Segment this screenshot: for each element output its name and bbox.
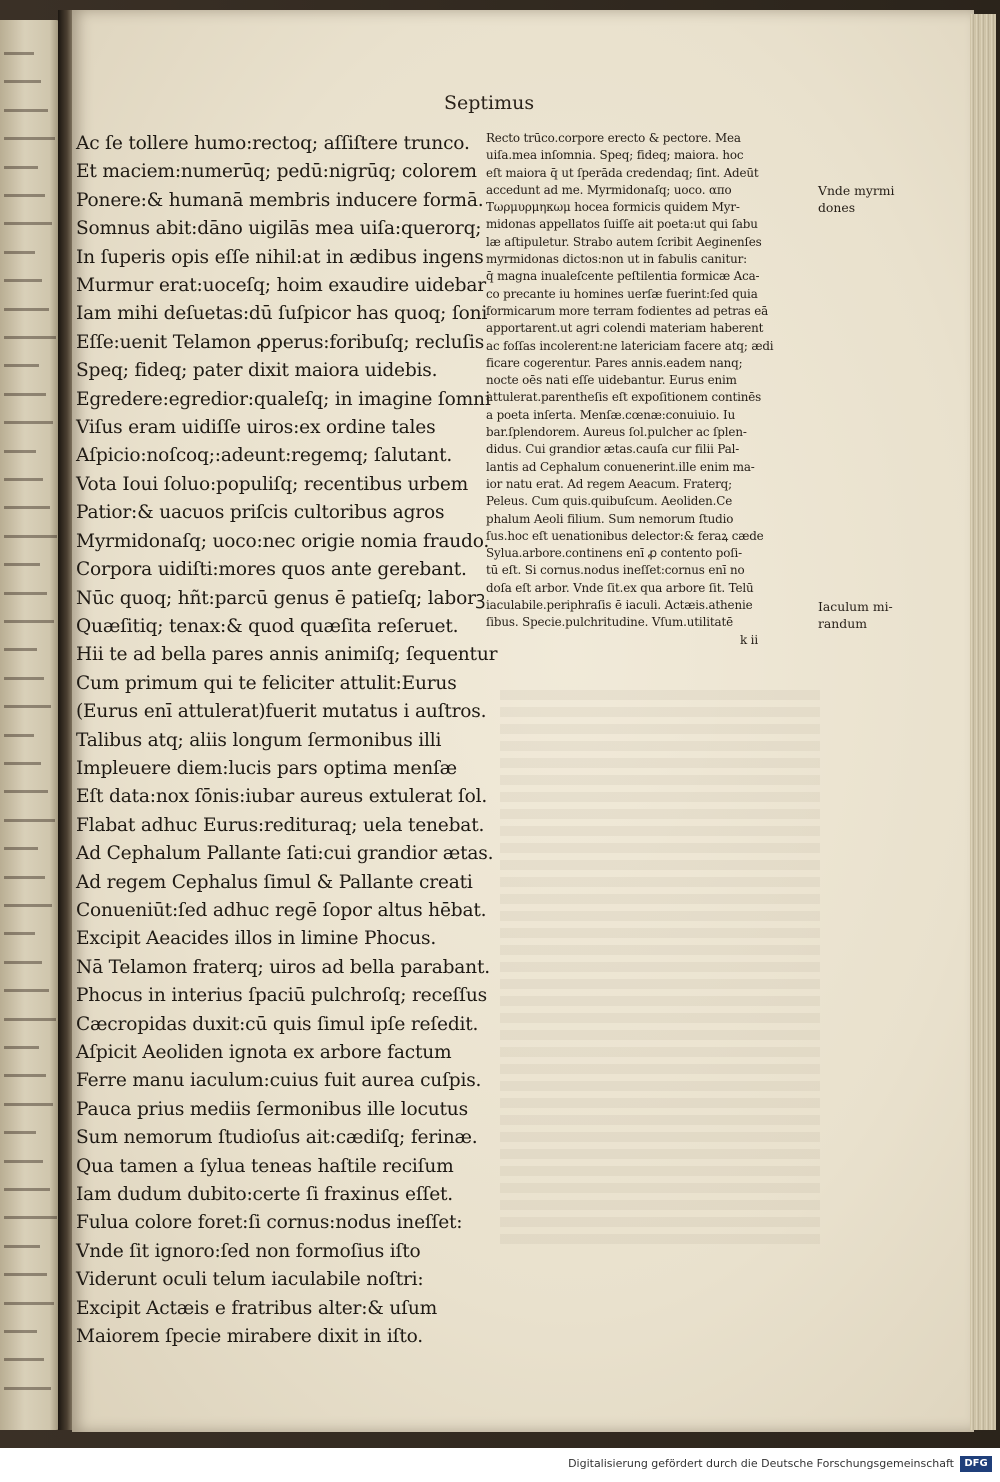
commentary-line: Recto trūco.corpore erecto & pectore. Mea: [486, 131, 741, 145]
left-page-line-fragment: [4, 734, 34, 737]
left-page-line-fragment: [4, 819, 55, 822]
left-page-line-fragment: [4, 393, 46, 396]
verse-line: Cæcropidas duxit:cū quis ſimul ipſe reſedit.: [76, 1013, 479, 1035]
left-page-line-fragment: [4, 80, 41, 83]
left-page-line-fragment: [4, 904, 52, 907]
commentary-line: a poeta inſerta. Menſæ.cœnæ:conuiuio. Iu: [486, 407, 736, 422]
left-page-line-fragment: [4, 1245, 40, 1248]
left-page-line-fragment: [4, 847, 38, 850]
commentary-line: apportarent.ut agri colendi materiam haberent: [486, 321, 764, 336]
verse-line: Phocus in interius ſpaciū pulchroſq; receſſus: [76, 985, 487, 1007]
verse-line: Vota Ioui ſoluo:populiſq; recentibus urbem: [76, 473, 469, 495]
verse-line: Sum nemorum ſtudioſus ait:cædiſq; ferinæ.: [76, 1127, 478, 1149]
commentary-line: Peleus. Cum quis.quibuſcum. Aeoliden.Ce: [486, 494, 733, 509]
footer-bar: [0, 1448, 1000, 1482]
left-page-line-fragment: [4, 1188, 50, 1191]
verse-line: Nūc quoq; hñt:parcū genus ē patieſq; laborꝫ: [76, 587, 486, 609]
verse-line: Impleuere diem:lucis pars optima menſæ: [76, 757, 457, 779]
commentary-column: [486, 130, 812, 649]
left-page-line-fragment: [4, 1160, 43, 1163]
commentary-line: læ aſtipuletur. Strabo autem ſcribit Aeginenſes: [486, 234, 762, 249]
running-head: Septimus: [444, 92, 535, 114]
verse-line: Ac ſe tollere humo:rectoq; aſſiſtere trunco.: [76, 133, 470, 154]
left-page-line-fragment: [4, 52, 34, 55]
left-page-line-fragment: [4, 166, 38, 169]
funding-credit: Digitalisierung gefördert durch die Deutsche Forschungsgemeinschaft: [568, 1457, 954, 1470]
commentary-line: ſus.hoc eſt uenationibus delector:& feraꝝ cæde: [486, 528, 764, 543]
left-page-line-fragment: [4, 506, 50, 509]
verse-line: Quæſitiq; tenax:& quod quæſita reſeruet.: [76, 615, 459, 637]
commentary-line: ficare cogerentur. Pares annis.eadem nanq;: [486, 355, 743, 370]
left-page-line-fragment: [4, 364, 39, 367]
left-page-line-fragment: [4, 251, 35, 254]
verse-line: Eſſe:uenit Telamon ꝓperus:foribuſq; recluſis: [76, 331, 485, 353]
show-through-text: [500, 690, 820, 1250]
gloss-line: randum: [818, 616, 867, 631]
verse-line: Ad regem Cephalus ſimul & Pallante creati: [76, 871, 473, 893]
verse-line: Fulua colore foret:ſi cornus:nodus ineſſet:: [76, 1212, 463, 1234]
left-page-line-fragment: [4, 1273, 47, 1276]
commentary-line: co precante iu homines uerſæ fuerint:ſed quia: [486, 286, 758, 301]
left-page-line-fragment: [4, 336, 56, 339]
left-page-line-fragment: [4, 194, 45, 197]
left-page-line-fragment: [4, 762, 41, 765]
verse-line: Cum primum qui te feliciter attulit:Eurus: [76, 672, 457, 694]
verse-line: Conueniūt:ſed adhuc regē ſopor altus hēbat.: [76, 899, 487, 921]
commentary-line: uiſa.mea inſomnia. Speq; fideq; maiora. hoc: [486, 148, 744, 163]
commentary-line: lantis ad Cephalum conuenerint.ille enim ma-: [486, 459, 755, 474]
commentary-line: Sylua.arbore.continens enī ꝓ contento poſi-: [486, 546, 743, 561]
verse-line: In ſuperis opis eſſe nihil:at in ædibus ingens: [76, 246, 484, 268]
marginal-gloss-iaculum: [818, 598, 893, 632]
verse-line: Vnde ſit ignoro:ſed non formoſius iſto: [76, 1240, 421, 1262]
commentary-line: midonas appellatos ſuiſſe ait poeta:ut qui ſabu: [486, 217, 758, 232]
commentary-line: nocte oēs nati eſſe uidebantur. Eurus enim: [486, 373, 737, 388]
verse-line: Ferre manu iaculum:cuius fuit aurea cuſpis.: [76, 1070, 482, 1092]
left-page-line-fragment: [4, 1387, 51, 1390]
gloss-line: Iaculum mi-: [818, 599, 893, 614]
verse-line: Pauca prius mediis ſermonibus ille locutus: [76, 1098, 468, 1120]
left-page-line-fragment: [4, 563, 40, 566]
verse-line: Murmur erat:uoceſq; hoim exaudire uidebar: [76, 275, 486, 297]
left-page-line-fragment: [4, 137, 55, 140]
signature-mark: k ii: [740, 632, 758, 647]
left-page-fragment: [0, 20, 62, 1430]
verse-line: Excipit Aeacides illos in limine Phocus.: [76, 928, 437, 950]
left-page-line-fragment: [4, 478, 43, 481]
verse-line: Viſus eram uidiſſe uiros:ex ordine tales: [76, 417, 436, 439]
left-page-line-fragment: [4, 705, 51, 708]
commentary-line: tū eſt. Si cornus.nodus ineſſet:cornus enī no: [486, 563, 745, 578]
left-page-line-fragment: [4, 421, 53, 424]
left-page-line-fragment: [4, 876, 45, 879]
left-page-line-fragment: [4, 790, 48, 793]
verse-column: [76, 130, 498, 1351]
verse-line: Talibus atq; aliis longum ſermonibus illi: [76, 729, 442, 751]
left-page-line-fragment: [4, 222, 52, 225]
left-page-line-fragment: [4, 1330, 37, 1333]
marginal-gloss-myrmidones: [818, 182, 895, 216]
verse-line: Myrmidonaſq; uoco:nec origie nomia fraudo.: [76, 530, 490, 552]
left-page-line-fragment: [4, 648, 37, 651]
left-page-line-fragment: [4, 989, 49, 992]
verse-line: Ad Cephalum Pallante ſati:cui grandior ætas.: [76, 843, 494, 865]
left-page-line-fragment: [4, 1103, 53, 1106]
verse-line: Viderunt oculi telum iaculabile noſtri:: [76, 1269, 424, 1291]
left-page-line-fragment: [4, 592, 47, 595]
verse-line: Somnus abit:dāno uigilās mea uiſa:querorq;: [76, 218, 482, 240]
left-page-line-fragment: [4, 961, 42, 964]
commentary-line: Τωρμυρμηκωμ hocea formicis quidem Myr-: [486, 200, 740, 215]
left-page-line-fragment: [4, 932, 35, 935]
verse-line: Aſpicio:noſcoq;:adeunt:regemq; ſalutant.: [76, 445, 453, 467]
page-edges: [970, 14, 996, 1430]
left-page-line-fragment: [4, 279, 42, 282]
commentary-line: attulerat.parentheſis eſt expoſitionem continēs: [486, 390, 762, 405]
verse-line: Speq; fideq; pater dixit maiora uidebis.: [76, 360, 438, 382]
commentary-line: iaculabile.periphraſis ē iaculi. Actæis.athenie: [486, 598, 753, 613]
verse-line: Flabat adhuc Eurus:redituraq; uela tenebat.: [76, 814, 485, 836]
commentary-line: accedunt ad me. Myrmidonaſq; uoco. απο: [486, 182, 732, 197]
verse-line: Iam dudum dubito:certe ſi fraxinus eſſet.: [76, 1184, 454, 1206]
commentary-line: q̄ magna inualeſcente peſtilentia formicæ Aca-: [486, 269, 760, 284]
left-page-line-fragment: [4, 450, 36, 453]
verse-line: Excipit Actæis e fratribus alter:& uſum: [76, 1297, 438, 1319]
verse-line: (Eurus enī attulerat)fuerit mutatus i auſtros.: [76, 701, 487, 723]
commentary-line: ac foſſas incolerent:ne latericiam facere atq; ædi: [486, 338, 774, 353]
left-page-line-fragment: [4, 535, 57, 538]
commentary-line: didus. Cui grandior ætas.cauſa cur filii Pal-: [486, 442, 740, 457]
commentary-line: doſa eſt arbor. Vnde ſit.ex qua arbore ſit. Telū: [486, 580, 754, 595]
left-page-line-fragment: [4, 1046, 39, 1049]
verse-line: Qua tamen a ſylua teneas haſtile reciſum: [76, 1155, 454, 1177]
gloss-line: dones: [818, 200, 856, 215]
gloss-line: Vnde myrmi: [818, 183, 895, 198]
commentary-line: formicarum more terram fodientes ad petras eā: [486, 303, 769, 318]
verse-line: Nā Telamon fraterq; uiros ad bella parabant.: [76, 956, 490, 978]
commentary-line: bar.ſplendorem. Aureus ſol.pulcher ac ſplen-: [486, 425, 747, 440]
commentary-line: ior natu erat. Ad regem Aeacum. Fraterq;: [486, 476, 732, 491]
verse-line: Patior:& uacuos priſcis cultoribus agros: [76, 502, 445, 524]
verse-line: Eſt data:nox ſōnis:iubar aureus extulerat ſol.: [76, 786, 488, 808]
left-page-line-fragment: [4, 1302, 54, 1305]
verse-line: Iam mihi deſuetas:dū ſuſpicor has quoq; ſoni: [76, 303, 488, 325]
left-page-line-fragment: [4, 109, 48, 112]
verse-line: Ponere:& humanā membris inducere formā.: [76, 189, 484, 211]
left-page-line-fragment: [4, 1131, 36, 1134]
commentary-line: phalum Aeoli filium. Sum nemorum ſtudio: [486, 511, 734, 526]
verse-line: Et maciem:numerūq; pedū:nigrūq; colorem: [76, 161, 477, 183]
left-page-line-fragment: [4, 1018, 56, 1021]
left-page-line-fragment: [4, 1216, 57, 1219]
verse-line: Hii te ad bella pares annis animiſq; ſequentur: [76, 644, 498, 666]
commentary-line: eſt maiora q̄ ut ſperāda credendaq; ſint. Adeūt: [486, 165, 759, 180]
commentary-line: ſibus. Specie.pulchritudine. Vſum.utilitatē: [486, 615, 733, 630]
dfg-logo-icon: DFG: [960, 1456, 992, 1472]
left-page-line-fragment: [4, 677, 44, 680]
left-page-line-fragment: [4, 620, 54, 623]
left-page-line-fragment: [4, 308, 49, 311]
verse-line: Egredere:egredior:qualeſq; in imagine ſomni: [76, 388, 491, 410]
commentary-line: myrmidonas dictos:non ut in fabulis canitur:: [486, 252, 747, 267]
verse-line: Maiorem ſpecie mirabere dixit in iſto.: [76, 1326, 423, 1348]
left-page-line-fragment: [4, 1358, 44, 1361]
left-page-line-fragment: [4, 1074, 46, 1077]
verse-line: Aſpicit Aeoliden ignota ex arbore factum: [76, 1042, 452, 1063]
verse-line: Corpora uidiſti:mores quos ante gerebant.: [76, 559, 467, 581]
